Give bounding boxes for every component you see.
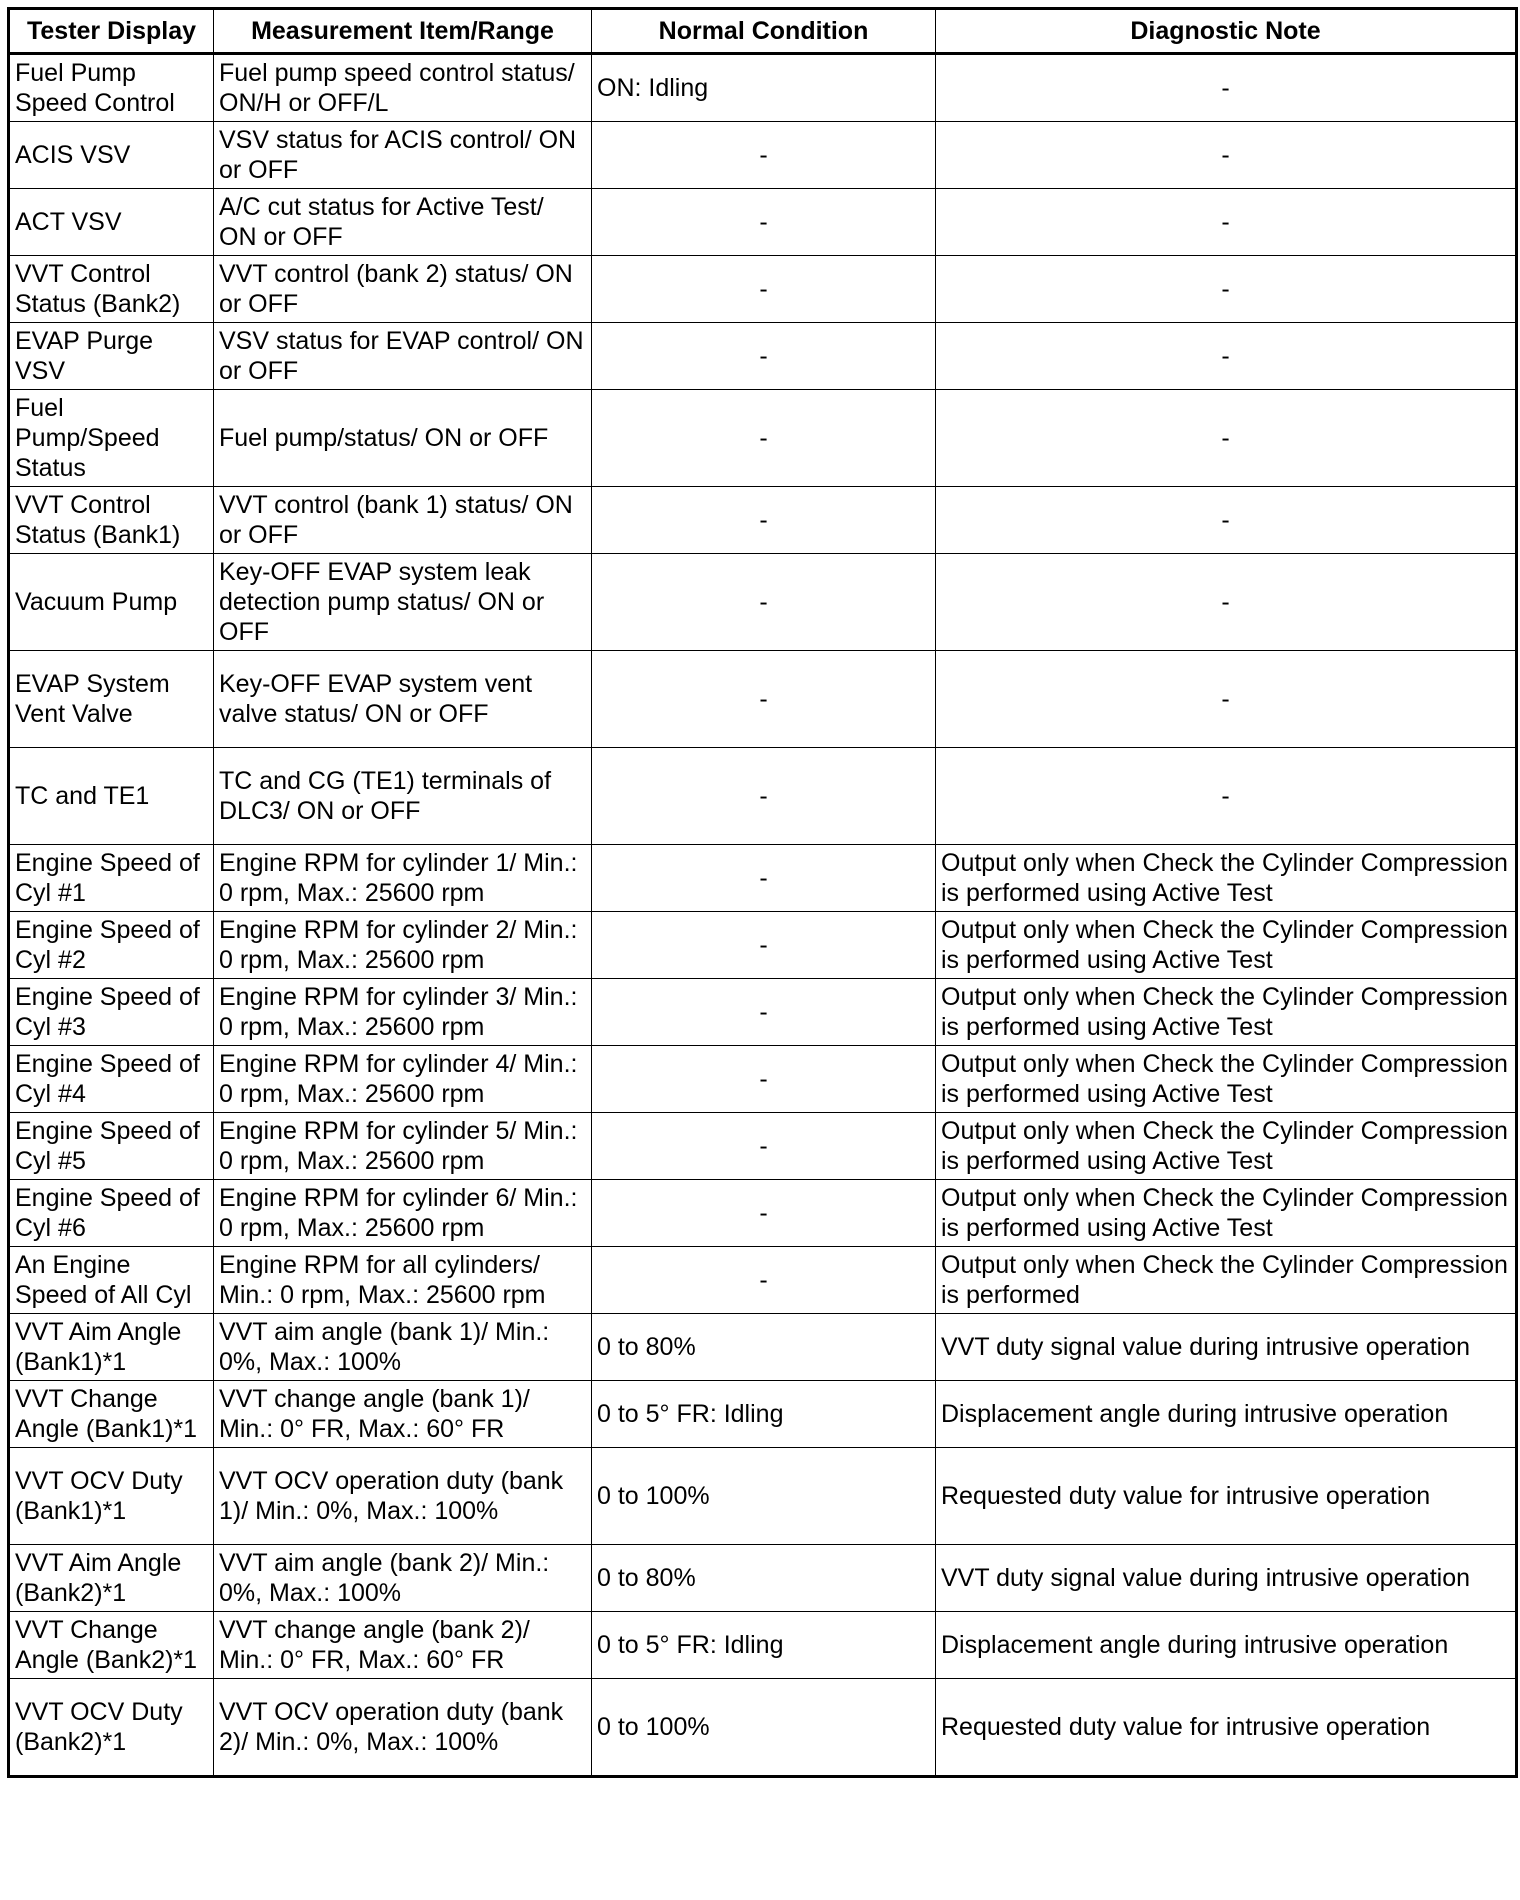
diagnostic-note-cell: -	[936, 256, 1517, 323]
diagnostic-note-cell: -	[936, 748, 1517, 845]
table-row	[9, 1314, 1517, 1381]
diagnostic-note-cell: Output only when Check the Cylinder Compression is performed using Active Test	[936, 845, 1517, 912]
measurement-range-cell: VVT OCV operation duty (bank 1)/ Min.: 0%, Max.: 100%	[214, 1448, 592, 1545]
normal-condition-cell: -	[592, 1247, 936, 1314]
diagnostic-note-cell: Displacement angle during intrusive operation	[936, 1381, 1517, 1448]
measurement-range-cell: VVT aim angle (bank 1)/ Min.: 0%, Max.: 100%	[214, 1314, 592, 1381]
tester-display-cell: VVT OCV Duty (Bank1)*1	[9, 1448, 214, 1545]
header-diagnostic-note: Diagnostic Note	[936, 9, 1517, 54]
table-row	[9, 1113, 1517, 1180]
measurement-range-cell: VSV status for ACIS control/ ON or OFF	[214, 122, 592, 189]
tester-display-cell: Engine Speed of Cyl #3	[9, 979, 214, 1046]
normal-condition-cell: -	[592, 979, 936, 1046]
tester-display-cell: Engine Speed of Cyl #2	[9, 912, 214, 979]
measurement-range-cell: Key-OFF EVAP system vent valve status/ ON or OFF	[214, 651, 592, 748]
normal-condition-cell: -	[592, 748, 936, 845]
table-row	[9, 487, 1517, 554]
normal-condition-cell: -	[592, 122, 936, 189]
tester-display-cell: Engine Speed of Cyl #1	[9, 845, 214, 912]
table-row	[9, 323, 1517, 390]
normal-condition-cell: -	[592, 487, 936, 554]
table-row	[9, 1381, 1517, 1448]
table-row	[9, 1545, 1517, 1612]
measurement-range-cell: VSV status for EVAP control/ ON or OFF	[214, 323, 592, 390]
table-row	[9, 651, 1517, 748]
normal-condition-cell: -	[592, 256, 936, 323]
diagnostic-note-cell: Output only when Check the Cylinder Compression is performed using Active Test	[936, 912, 1517, 979]
table-row	[9, 554, 1517, 651]
tester-display-cell: Fuel Pump/Speed Status	[9, 390, 214, 487]
measurement-range-cell: VVT control (bank 1) status/ ON or OFF	[214, 487, 592, 554]
normal-condition-cell: -	[592, 189, 936, 256]
tester-display-cell: VVT Change Angle (Bank1)*1	[9, 1381, 214, 1448]
diagnostic-note-cell: Output only when Check the Cylinder Compression is performed using Active Test	[936, 1113, 1517, 1180]
tester-display-cell: ACT VSV	[9, 189, 214, 256]
data-list-table	[7, 7, 1518, 1778]
table-row	[9, 748, 1517, 845]
diagnostic-note-cell: -	[936, 390, 1517, 487]
normal-condition-cell: -	[592, 554, 936, 651]
table-row	[9, 1679, 1517, 1777]
header-tester-display: Tester Display	[9, 9, 214, 54]
table-row	[9, 256, 1517, 323]
measurement-range-cell: Engine RPM for cylinder 4/ Min.: 0 rpm, Max.: 25600 rpm	[214, 1046, 592, 1113]
diagnostic-note-cell: VVT duty signal value during intrusive operation	[936, 1314, 1517, 1381]
normal-condition-cell: 0 to 5° FR: Idling	[592, 1612, 936, 1679]
measurement-range-cell: Key-OFF EVAP system leak detection pump status/ ON or OFF	[214, 554, 592, 651]
table-row	[9, 189, 1517, 256]
tester-display-cell: An Engine Speed of All Cyl	[9, 1247, 214, 1314]
diagnostic-note-cell: Requested duty value for intrusive operation	[936, 1679, 1517, 1777]
table-row	[9, 390, 1517, 487]
measurement-range-cell: VVT change angle (bank 2)/ Min.: 0° FR, Max.: 60° FR	[214, 1612, 592, 1679]
measurement-range-cell: VVT OCV operation duty (bank 2)/ Min.: 0%, Max.: 100%	[214, 1679, 592, 1777]
normal-condition-cell: 0 to 100%	[592, 1448, 936, 1545]
header-measurement-item: Measurement Item/Range	[214, 9, 592, 54]
measurement-range-cell: Engine RPM for cylinder 3/ Min.: 0 rpm, Max.: 25600 rpm	[214, 979, 592, 1046]
measurement-range-cell: Fuel pump/status/ ON or OFF	[214, 390, 592, 487]
measurement-range-cell: Engine RPM for cylinder 5/ Min.: 0 rpm, Max.: 25600 rpm	[214, 1113, 592, 1180]
normal-condition-cell: -	[592, 1180, 936, 1247]
tester-display-cell: VVT Aim Angle (Bank2)*1	[9, 1545, 214, 1612]
tester-display-cell: Engine Speed of Cyl #5	[9, 1113, 214, 1180]
table-row	[9, 1247, 1517, 1314]
table-row	[9, 1180, 1517, 1247]
diagnostic-note-cell: -	[936, 487, 1517, 554]
normal-condition-cell: 0 to 80%	[592, 1314, 936, 1381]
diagnostic-note-cell: -	[936, 651, 1517, 748]
measurement-range-cell: VVT aim angle (bank 2)/ Min.: 0%, Max.: 100%	[214, 1545, 592, 1612]
normal-condition-cell: 0 to 80%	[592, 1545, 936, 1612]
normal-condition-cell: 0 to 100%	[592, 1679, 936, 1777]
measurement-range-cell: Engine RPM for cylinder 6/ Min.: 0 rpm, Max.: 25600 rpm	[214, 1180, 592, 1247]
diagnostic-note-cell: -	[936, 323, 1517, 390]
measurement-range-cell: Engine RPM for all cylinders/ Min.: 0 rpm, Max.: 25600 rpm	[214, 1247, 592, 1314]
diagnostic-note-cell: Output only when Check the Cylinder Compression is performed using Active Test	[936, 1180, 1517, 1247]
diagnostic-note-cell: Output only when Check the Cylinder Compression is performed	[936, 1247, 1517, 1314]
table-row	[9, 122, 1517, 189]
measurement-range-cell: VVT change angle (bank 1)/ Min.: 0° FR, Max.: 60° FR	[214, 1381, 592, 1448]
table-header-row	[9, 9, 1517, 54]
tester-display-cell: ACIS VSV	[9, 122, 214, 189]
diagnostic-note-cell: -	[936, 554, 1517, 651]
tester-display-cell: VVT Aim Angle (Bank1)*1	[9, 1314, 214, 1381]
measurement-range-cell: TC and CG (TE1) terminals of DLC3/ ON or OFF	[214, 748, 592, 845]
table-row	[9, 1448, 1517, 1545]
measurement-range-cell: Engine RPM for cylinder 1/ Min.: 0 rpm, Max.: 25600 rpm	[214, 845, 592, 912]
header-normal-condition: Normal Condition	[592, 9, 936, 54]
tester-display-cell: Engine Speed of Cyl #6	[9, 1180, 214, 1247]
diagnostic-note-cell: VVT duty signal value during intrusive operation	[936, 1545, 1517, 1612]
diagnostic-note-cell: -	[936, 122, 1517, 189]
tester-display-cell: VVT Control Status (Bank2)	[9, 256, 214, 323]
measurement-range-cell: Engine RPM for cylinder 2/ Min.: 0 rpm, Max.: 25600 rpm	[214, 912, 592, 979]
diagnostic-note-cell: -	[936, 54, 1517, 122]
diagnostic-note-cell: Output only when Check the Cylinder Compression is performed using Active Test	[936, 1046, 1517, 1113]
tester-display-cell: Fuel Pump Speed Control	[9, 54, 214, 122]
measurement-range-cell: VVT control (bank 2) status/ ON or OFF	[214, 256, 592, 323]
tester-display-cell: EVAP Purge VSV	[9, 323, 214, 390]
table-row	[9, 845, 1517, 912]
tester-display-cell: VVT Control Status (Bank1)	[9, 487, 214, 554]
tester-display-cell: TC and TE1	[9, 748, 214, 845]
normal-condition-cell: -	[592, 912, 936, 979]
table-row	[9, 912, 1517, 979]
table-row	[9, 1612, 1517, 1679]
table-row	[9, 54, 1517, 122]
normal-condition-cell: -	[592, 651, 936, 748]
normal-condition-cell: 0 to 5° FR: Idling	[592, 1381, 936, 1448]
normal-condition-cell: -	[592, 1046, 936, 1113]
diagnostic-note-cell: -	[936, 189, 1517, 256]
normal-condition-cell: ON: Idling	[592, 54, 936, 122]
tester-display-cell: VVT Change Angle (Bank2)*1	[9, 1612, 214, 1679]
normal-condition-cell: -	[592, 1113, 936, 1180]
tester-display-cell: Engine Speed of Cyl #4	[9, 1046, 214, 1113]
measurement-range-cell: A/C cut status for Active Test/ ON or OFF	[214, 189, 592, 256]
tester-display-cell: EVAP System Vent Valve	[9, 651, 214, 748]
normal-condition-cell: -	[592, 845, 936, 912]
tester-display-cell: VVT OCV Duty (Bank2)*1	[9, 1679, 214, 1777]
normal-condition-cell: -	[592, 323, 936, 390]
diagnostic-note-cell: Displacement angle during intrusive operation	[936, 1612, 1517, 1679]
table-row	[9, 1046, 1517, 1113]
measurement-range-cell: Fuel pump speed control status/ ON/H or OFF/L	[214, 54, 592, 122]
diagnostic-note-cell: Requested duty value for intrusive operation	[936, 1448, 1517, 1545]
table-row	[9, 979, 1517, 1046]
tester-display-cell: Vacuum Pump	[9, 554, 214, 651]
diagnostic-note-cell: Output only when Check the Cylinder Compression is performed using Active Test	[936, 979, 1517, 1046]
normal-condition-cell: -	[592, 390, 936, 487]
